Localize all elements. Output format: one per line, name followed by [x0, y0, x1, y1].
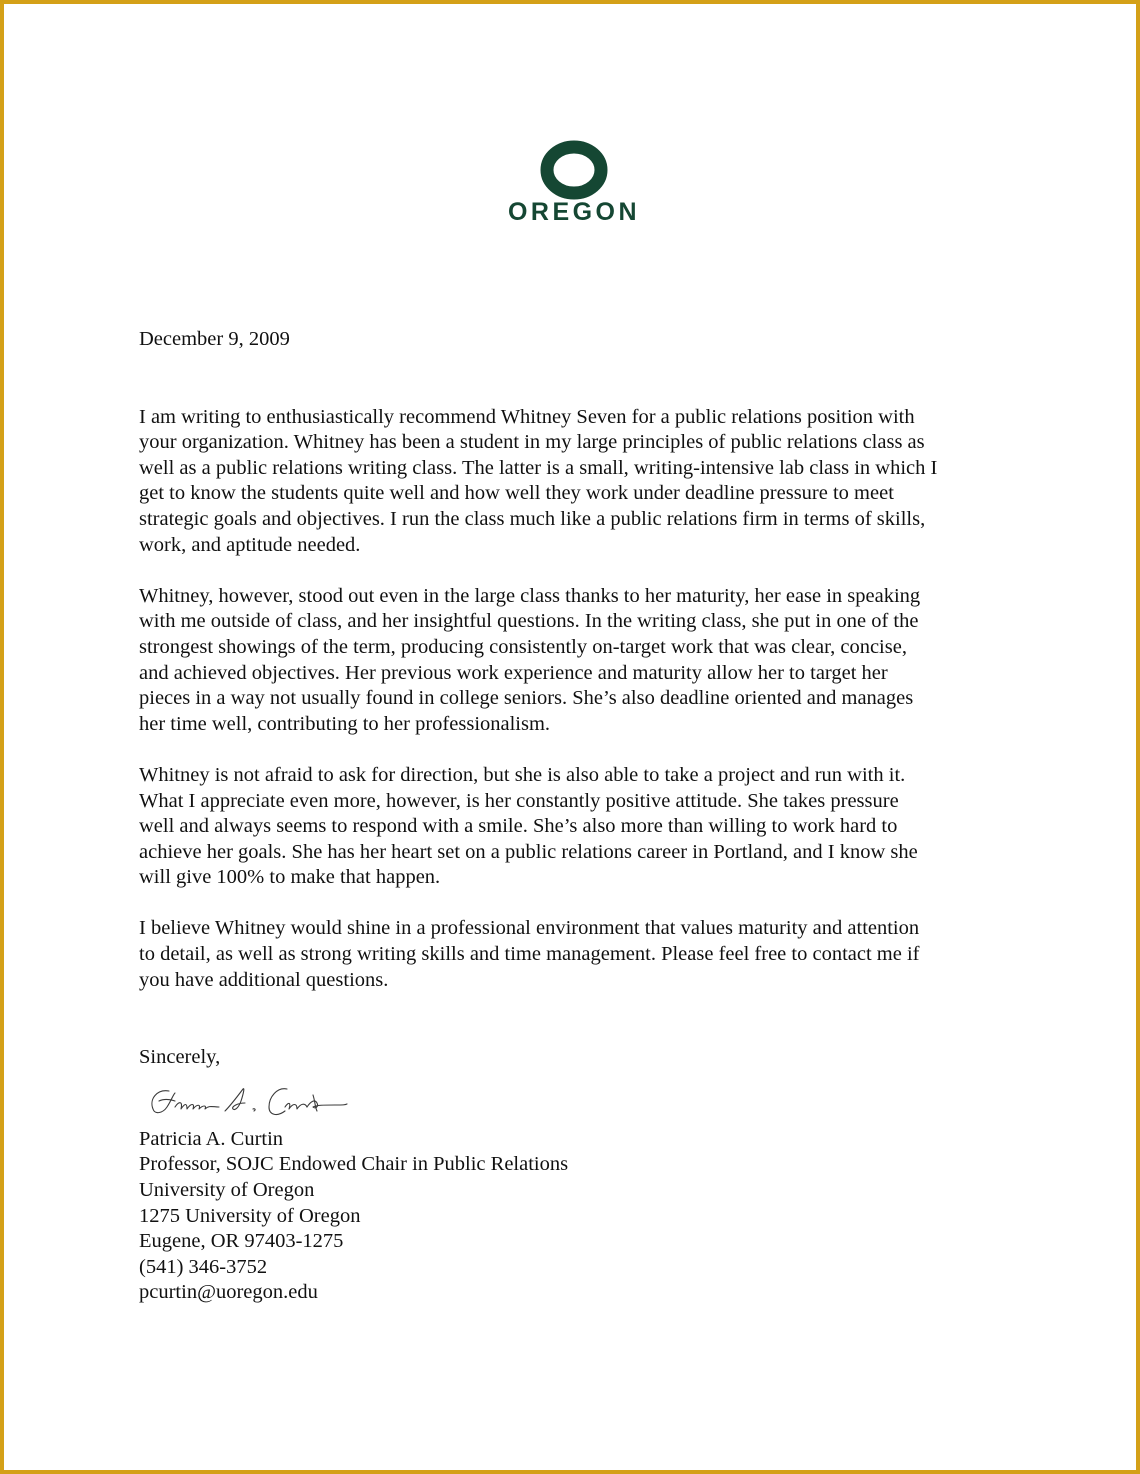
svg-text:OREGON: OREGON	[507, 198, 641, 226]
letter-date: December 9, 2009	[139, 328, 290, 350]
oregon-o-logo-icon	[474, 136, 674, 228]
handwritten-signature	[139, 1077, 369, 1125]
signer-phone: (541) 346-3752	[139, 1255, 268, 1278]
signature-block	[139, 1127, 1019, 1306]
closing: Sincerely,	[139, 1046, 221, 1069]
paragraph-attitude: Whitney is not afraid to ask for direction, but she is also able to take a project and run with it. What I appreciate even more, however, is her constantly positive attitude. She takes pressure well and always seems to respond with a smile. She’s also more than willing to work hard to achieve her goals. She has her heart set on a public relations career in Portland, and I know she will give 100% to make that happen.	[139, 763, 918, 889]
letter-body	[139, 327, 1019, 1306]
paragraph-recommendation: I am writing to enthusiastically recommend Whitney Seven for a public relations position with your organization. Whitney has been a student in my large principles of public relations class as well as a public relations writing class. The latter is a small, writing-intensive lab class in which I get to know the students quite well and how well they work under deadline pressure to meet strategic goals and objectives. I run the class much like a public relations firm in terms of skills, work, and aptitude needed.	[139, 405, 938, 556]
paragraph-performance: Whitney, however, stood out even in the large class thanks to her maturity, her ease in speaking with me outside of class, and her insightful questions. In the writing class, she put in one of the strongest showings of the term, producing consistently on-target work that was clear, concise, and achieved objectives. Her previous work experience and maturity allow her to target her pieces in a way not usually found in college seniors. She’s also deadline oriented and manages her time well, contributing to her professionalism.	[139, 584, 921, 735]
signer-email: pcurtin@uoregon.edu	[139, 1281, 318, 1304]
university-of-oregon-logo	[474, 136, 674, 228]
signature-icon	[139, 1077, 369, 1125]
paragraph-conclusion: I believe Whitney would shine in a professional environment that values maturity and attention to detail, as well as strong writing skills and time management. Please feel free to contact me if you have additional questions.	[139, 917, 920, 991]
signer-address: 1275 University of Oregon	[139, 1204, 361, 1227]
signer-institution: University of Oregon	[139, 1179, 315, 1202]
signer-name: Patricia A. Curtin	[139, 1127, 284, 1150]
signer-title: Professor, SOJC Endowed Chair in Public Relations	[139, 1153, 569, 1176]
signer-city: Eugene, OR 97403-1275	[139, 1230, 344, 1253]
